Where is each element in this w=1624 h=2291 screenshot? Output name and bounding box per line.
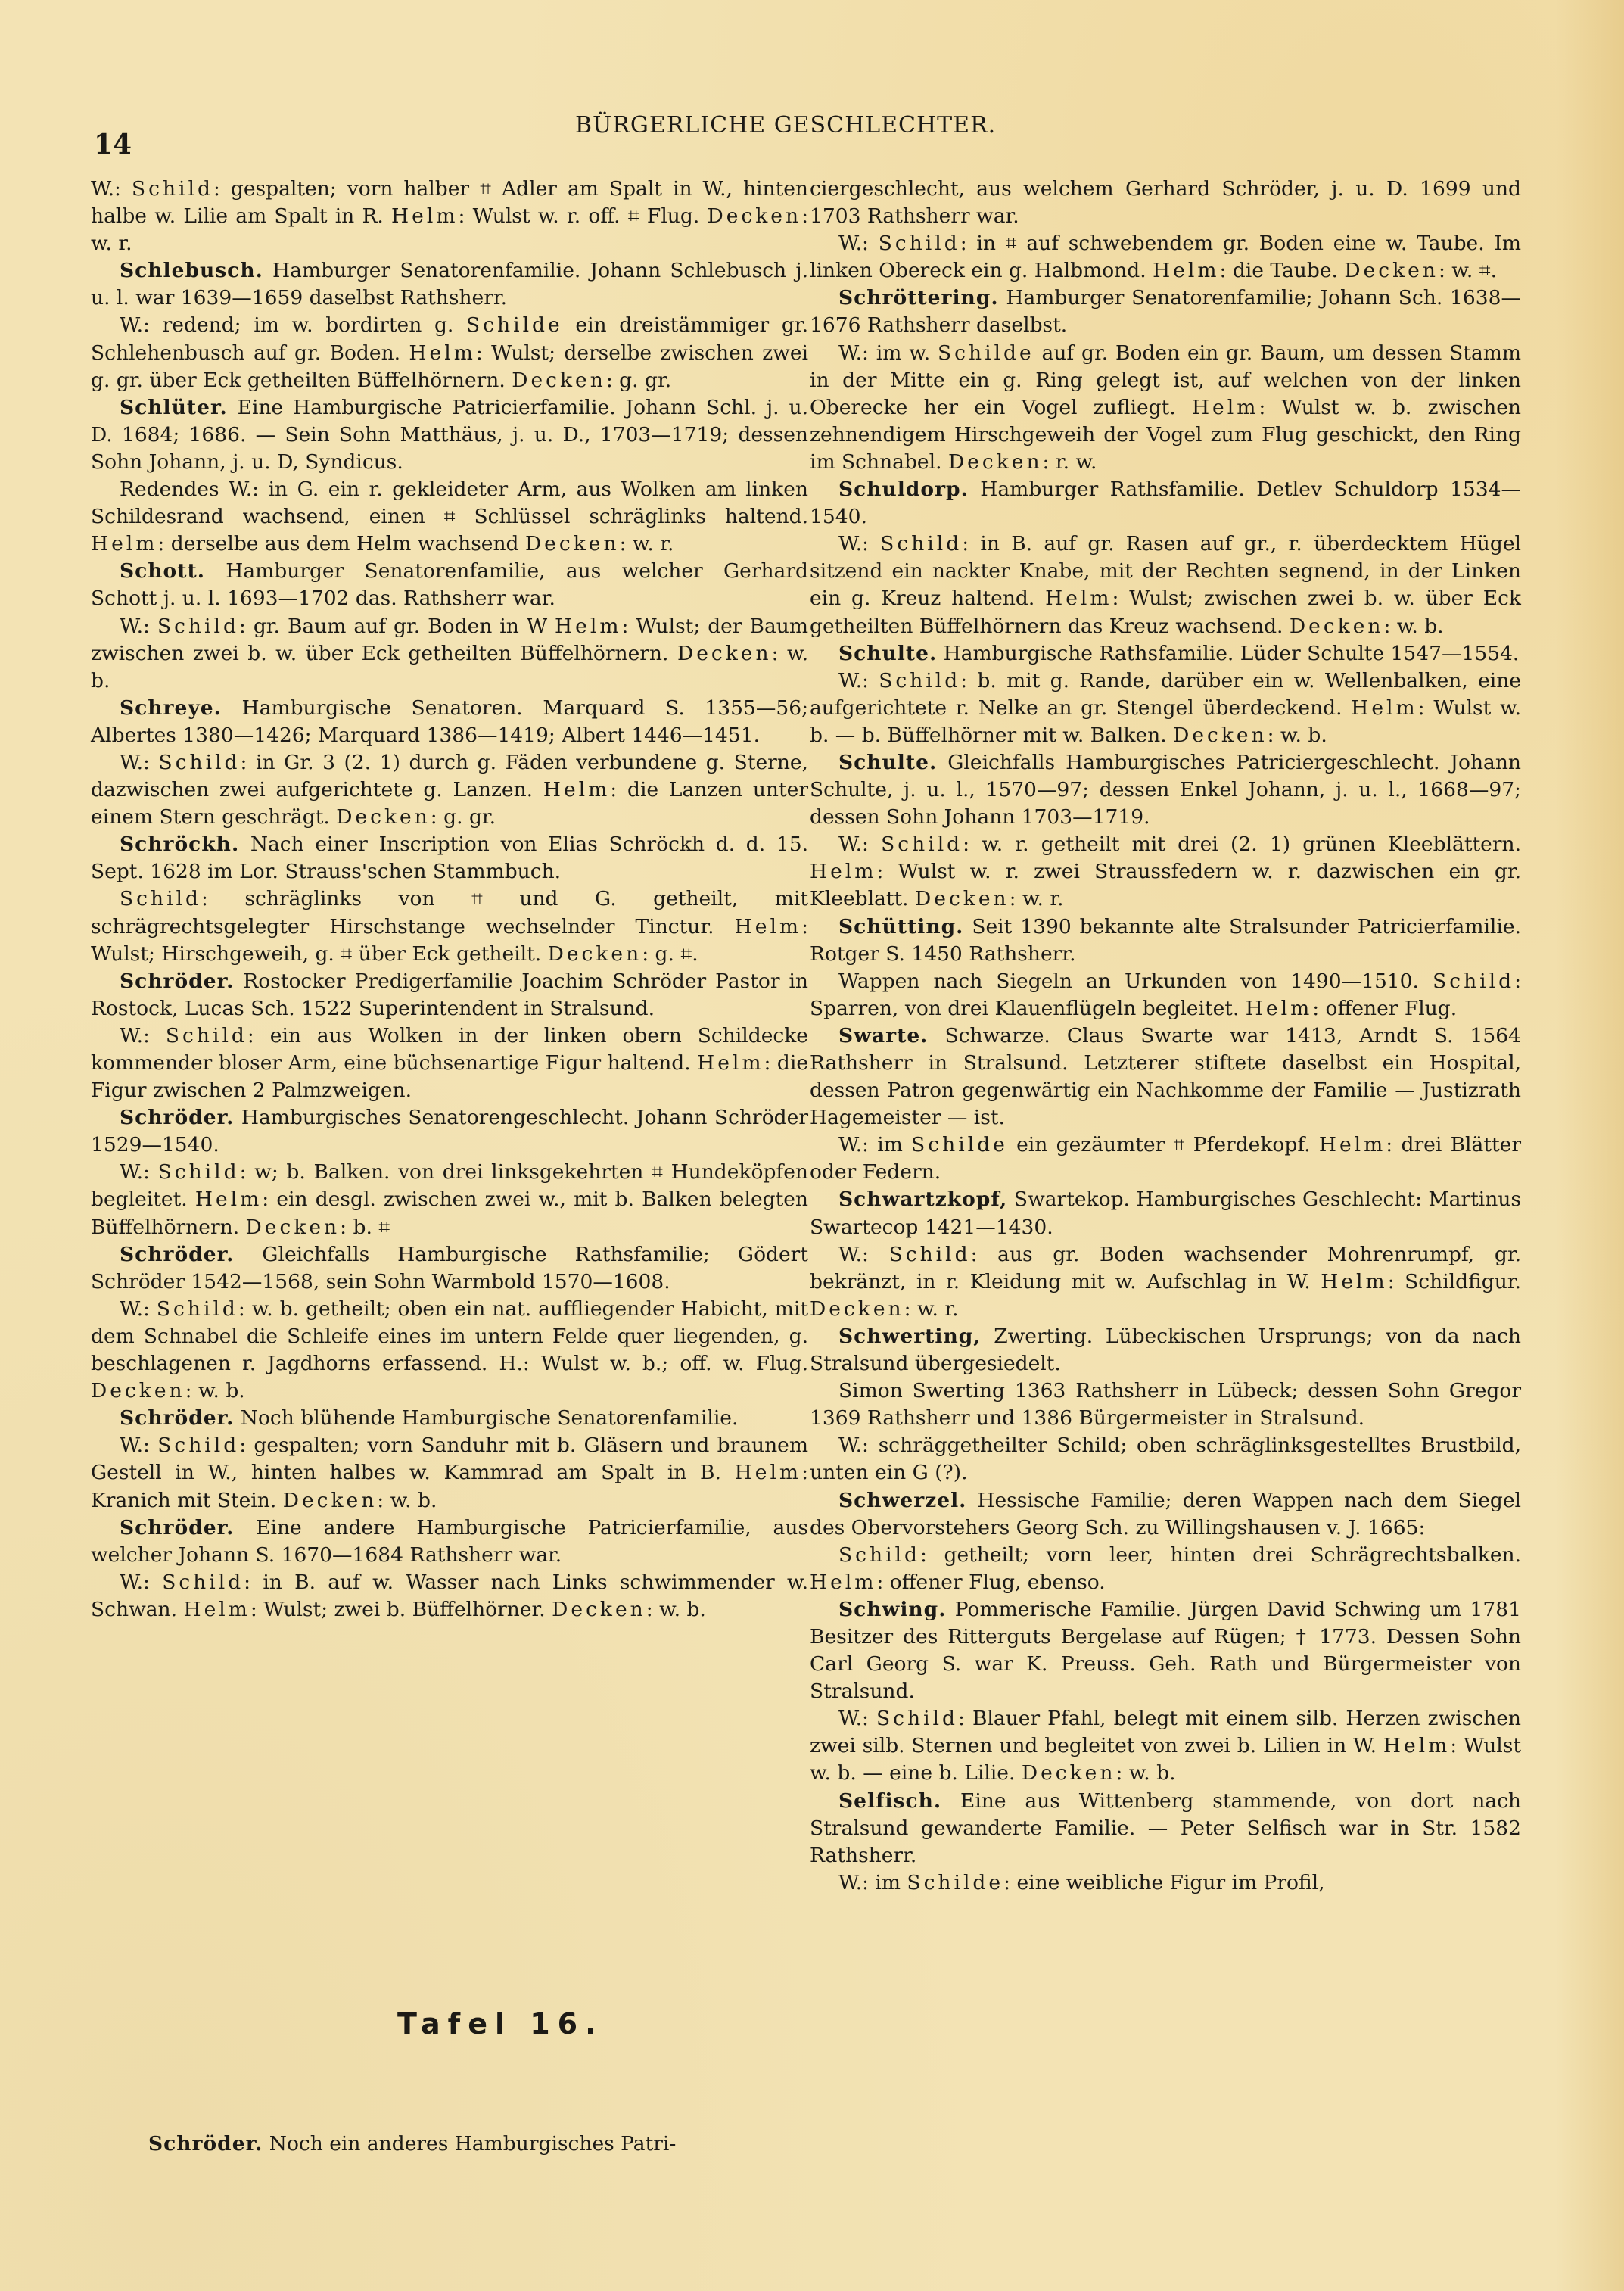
entry-heading: Schröder. bbox=[120, 1515, 235, 1539]
entry-text: : w. r. bbox=[904, 1296, 959, 1321]
entry-paragraph bbox=[91, 613, 808, 695]
entry-text: : w. b. bbox=[377, 1488, 437, 1512]
entry-text: : gespalten; vorn halber ⌗ Adler am Spalt in W., hinten halbe w. Lilie am Spalt in R. bbox=[91, 177, 809, 229]
blazon-keyword: Helm bbox=[1045, 587, 1112, 611]
entry-text: : aus gr. Boden wachsender Mohrenrumpf, gr. bekränzt, in r. Kleidung mit w. Aufschlag in W. bbox=[810, 1242, 1521, 1293]
entry-text: W.: im w. bbox=[838, 341, 938, 365]
entry-paragraph bbox=[810, 914, 1521, 968]
entry-text: W.: bbox=[838, 833, 882, 857]
entry-text: : w; b. Balken. von drei linksgekehrten ⌗ Hundeköpfen begleitet. bbox=[91, 1160, 808, 1212]
entry-text: : g. ⌗. bbox=[642, 942, 698, 966]
blazon-keyword: Schild bbox=[878, 232, 960, 256]
entry-heading: Schröder. bbox=[120, 1106, 235, 1130]
entry-text: : die Lanzen unter einem Stern geschrägt. bbox=[91, 778, 808, 830]
entry-text: Simon Swerting 1363 Rathsherr in Lübeck; dessen Sohn Gregor 1369 Rathsherr und 1386 Bürgermeister in Stralsund. bbox=[810, 1379, 1521, 1430]
entry-paragraph bbox=[91, 1104, 808, 1159]
entry-text: auf gr. Boden ein gr. Baum, um dessen Stamm in der Mitte ein g. Ring gelegt ist, auf welchen von der linken Oberecke her ein Vogel zufliegt. bbox=[810, 341, 1522, 419]
entry-text: : Sparren, von drei Klauenflügeln begleitet. bbox=[810, 969, 1521, 1020]
entry-text: Redendes W.: in G. ein r. gekleideter Arm, aus Wolken am linken Schildesrand wachsend, einen ⌗ Schlüssel schräglinks haltend. bbox=[91, 478, 808, 529]
entry-text: : g. gr. bbox=[430, 805, 496, 830]
blazon-keyword: Helm bbox=[391, 204, 459, 229]
entry-text: : w. r. bbox=[619, 532, 674, 556]
entry-text: Schwarze. Claus Swarte war 1413, Arndt S. 1564 Rathsherr in Stralsund. Letzterer stiftete daselbst ein Hospital, dessen Patron gegenwärtig ein Nachkomme der Familie — Justizrath Hagemeister — ist. bbox=[810, 1023, 1521, 1130]
blazon-keyword: Decken bbox=[282, 1488, 378, 1512]
entry-text: : Wulst w. r. zwei Straussfedern w. r. dazwischen ein gr. Kleeblatt. bbox=[810, 860, 1521, 911]
blazon-keyword: Decken bbox=[1344, 259, 1439, 283]
blazon-keyword: Decken bbox=[91, 1379, 185, 1403]
entry-text: : w. ⌗. bbox=[1438, 259, 1498, 283]
entry-text: Seit 1390 bekannte alte Stralsunder Patricierfamilie. Rotger S. 1450 Rathsherr. bbox=[810, 914, 1521, 966]
entry-text: : b. mit g. Rande, darüber ein w. Wellenbalken, eine aufgerichtete r. Nelke an gr. Stengel überdeckend. bbox=[810, 668, 1521, 720]
entry-paragraph bbox=[91, 558, 808, 612]
entry-text: : eine weibliche Figur im Profil, bbox=[1003, 1870, 1325, 1894]
entry-text: W.: bbox=[91, 177, 132, 201]
entry-paragraph bbox=[91, 1023, 808, 1104]
blazon-keyword: Decken bbox=[707, 204, 802, 229]
blazon-keyword: Schild bbox=[157, 1160, 240, 1184]
blazon-keyword: Schild bbox=[879, 668, 961, 693]
entry-text: : b. ⌗ bbox=[340, 1215, 390, 1239]
entry-text: W.: bbox=[838, 668, 879, 693]
blazon-keyword: Decken bbox=[552, 1597, 646, 1621]
entry-text: Pommerische Familie. Jürgen David Schwing um 1781 Besitzer des Ritterguts Bergelase auf Rügen; † 1773. Dessen Sohn Carl Georg S. war K. Preuss. Geh. Rath und Bürgermeister von Stralsund. bbox=[810, 1597, 1521, 1704]
entry-text: W.: bbox=[120, 1023, 166, 1047]
blazon-keyword: Helm bbox=[1351, 696, 1418, 720]
entry-text: : in B. auf w. Wasser nach Links schwimmender w. Schwan. bbox=[91, 1570, 808, 1621]
blazon-keyword: Schild bbox=[157, 614, 239, 638]
entry-paragraph bbox=[810, 531, 1521, 640]
blazon-keyword: Schilde bbox=[466, 313, 563, 338]
entry-text: ein gezäumter ⌗ Pferdekopf. bbox=[1007, 1133, 1319, 1157]
entry-text: Noch ein anderes Hamburgisches Patri- bbox=[263, 2132, 677, 2156]
entry-text: Hamburger Rathsfamilie. Detlev Schuldorp 1534—1540. bbox=[810, 478, 1521, 529]
entry-heading: Schröder. bbox=[148, 2132, 263, 2156]
entry-text: : getheilt; vorn leer, hinten drei Schrägrechtsbalken. bbox=[919, 1542, 1521, 1567]
running-head: BÜRGERLICHE GESCHLECHTER. bbox=[575, 112, 997, 139]
entry-text: : Wulst; Hirschgeweih, g. ⌗ über Eck getheilt. bbox=[91, 914, 808, 966]
blazon-keyword: Helm bbox=[1318, 1133, 1386, 1157]
plate-title: Tafel 16. bbox=[397, 2007, 604, 2040]
entry-text: : Wulst w. b. — b. Büffelhörner mit w. Balken. bbox=[810, 696, 1522, 747]
blazon-keyword: Schild bbox=[888, 1242, 971, 1266]
entry-text: : w. b. bbox=[1115, 1761, 1176, 1785]
entry-text: Swartekop. Hamburgisches Geschlecht: Martinus Swartecop 1421—1430. bbox=[810, 1188, 1521, 1239]
blazon-keyword: Helm bbox=[543, 778, 611, 802]
entry-paragraph bbox=[91, 257, 808, 312]
entry-text: : die Figur zwischen 2 Palmzweigen. bbox=[91, 1051, 809, 1103]
entry-heading: Schott. bbox=[120, 559, 205, 584]
entry-text: Eine andere Hamburgische Patricierfamilie, aus welcher Johann S. 1670—1684 Rathsherr war. bbox=[91, 1515, 808, 1567]
entry-text: ciergeschlecht, aus welchem Gerhard Schröder, j. u. D. 1699 und 1703 Rathsherr war. bbox=[810, 177, 1521, 229]
blazon-keyword: Helm bbox=[1383, 1734, 1451, 1758]
entry-paragraph bbox=[810, 831, 1521, 913]
blazon-keyword: Schild bbox=[880, 532, 963, 556]
entry-text: : g. gr. bbox=[605, 368, 672, 392]
entry-text: W.: bbox=[120, 1433, 158, 1458]
blazon-keyword: Schild bbox=[158, 750, 241, 774]
entry-heading: Schuldorp. bbox=[838, 478, 969, 502]
entry-paragraph bbox=[91, 695, 808, 749]
entry-heading: Schröttering. bbox=[838, 286, 999, 310]
blazon-keyword: Decken bbox=[547, 942, 642, 966]
entry-text: Hamburgische Senatoren. Marquard S. 1355—56; Albertes 1380—1426; Marquard 1386—1419; Albert 1446—1451. bbox=[91, 696, 808, 747]
entry-text: : Wulst w. r. off. ⌗ Flug. bbox=[458, 204, 708, 229]
blazon-keyword: Helm bbox=[697, 1051, 764, 1075]
entry-text: W.: bbox=[838, 1242, 889, 1266]
entry-text: : gespalten; vorn Sanduhr mit b. Gläsern und braunem Gestell in W., hinten halbes w. Kammrad am Spalt in B. bbox=[91, 1433, 808, 1485]
entry-heading: Schwerting, bbox=[838, 1324, 982, 1348]
entry-text: W.: bbox=[120, 1160, 158, 1184]
entry-text: W.: bbox=[838, 232, 879, 256]
entry-text: Eine aus Wittenberg stammende, von dort nach Stralsund gewanderte Familie. — Peter Selfisch war in Str. 1582 Rathsherr. bbox=[810, 1788, 1521, 1867]
entry-text: : derselbe aus dem Helm wachsend bbox=[157, 532, 525, 556]
right-column bbox=[810, 176, 1521, 1897]
entry-text: : w. b. bbox=[646, 1597, 706, 1621]
entry-text: : w. r. getheilt mit drei (2. 1) grünen Kleeblättern. bbox=[963, 833, 1521, 857]
entry-text: Wappen nach Siegeln an Urkunden von 1490—1510. bbox=[838, 969, 1433, 993]
entry-paragraph bbox=[810, 1542, 1521, 1596]
blazon-keyword: Decken bbox=[810, 1296, 904, 1321]
entry-text: : Wulst; derselbe zwischen zwei g. gr. über Eck getheilten Büffelhörnern. bbox=[91, 341, 808, 392]
entry-paragraph bbox=[810, 968, 1521, 1023]
entry-paragraph bbox=[810, 1788, 1521, 1869]
blazon-keyword: Schilde bbox=[907, 1870, 1004, 1894]
blazon-keyword: Schild bbox=[838, 1542, 920, 1567]
entry-paragraph bbox=[810, 668, 1521, 749]
blazon-keyword: Helm bbox=[1191, 395, 1259, 419]
blazon-keyword: Helm bbox=[810, 1570, 877, 1594]
blazon-keyword: Decken bbox=[245, 1215, 341, 1239]
blazon-keyword: Decken bbox=[947, 450, 1043, 474]
entry-heading: Schwerzel. bbox=[838, 1488, 967, 1512]
entry-paragraph bbox=[91, 1159, 808, 1240]
entry-paragraph bbox=[810, 640, 1521, 668]
blazon-keyword: Helm bbox=[409, 341, 476, 365]
entry-text: : Schildfigur. bbox=[1387, 1269, 1521, 1293]
entry-text: W.: bbox=[120, 1570, 163, 1594]
entry-paragraph bbox=[91, 476, 808, 558]
entry-paragraph bbox=[91, 312, 808, 394]
entry-text: : Wulst w. b. — eine b. Lilie. bbox=[810, 1734, 1521, 1785]
entry-heading: Schröder. bbox=[120, 1406, 235, 1430]
entry-text: Hamburger Senatorenfamilie. Johann Schlebusch j. u. l. war 1639—1659 daselbst Rathsherr. bbox=[91, 259, 808, 310]
blazon-keyword: Helm bbox=[1245, 996, 1313, 1020]
entry-text: : w. b. getheilt; oben ein nat. auffliegender Habicht, mit dem Schnabel die Schleife eines im untern Felde quer liegenden, g. beschlagenen r. Jagdhorns erfassend. H.: Wulst w. b.; off. w. Flug. bbox=[91, 1296, 808, 1376]
blazon-keyword: Schild bbox=[157, 1433, 240, 1458]
blazon-keyword: Schild bbox=[165, 1023, 247, 1047]
entry-text: Nach einer Inscription von Elias Schröckh d. d. 15. Sept. 1628 im Lor. Strauss'schen Stammbuch. bbox=[91, 833, 808, 884]
entry-paragraph bbox=[810, 230, 1521, 285]
entry-text: : Wulst w. b. zwischen zehnendigem Hirschgeweih der Vogel zum Flug geschickt, den Ring im Schnabel. bbox=[810, 395, 1521, 474]
entry-text: W.: redend; im w. bordirten g. bbox=[120, 313, 467, 338]
entry-text: Hamburgisches Senatorengeschlecht. Johann Schröder 1529—1540. bbox=[91, 1106, 808, 1157]
blazon-keyword: Decken bbox=[1173, 723, 1268, 747]
blazon-keyword: Decken bbox=[336, 805, 431, 830]
entry-heading: Selfisch. bbox=[838, 1788, 942, 1813]
blazon-keyword: Schild bbox=[162, 1570, 244, 1594]
entry-paragraph bbox=[91, 1432, 808, 1514]
entry-paragraph bbox=[810, 1323, 1521, 1377]
entry-heading: Schreye. bbox=[120, 696, 222, 720]
entry-paragraph bbox=[91, 1514, 808, 1569]
blazon-keyword: Helm bbox=[1153, 259, 1220, 283]
entry-text: W.: bbox=[120, 1296, 157, 1321]
entry-text: Zwerting. Lübeckischen Ursprungs; von da nach Stralsund übergesiedelt. bbox=[810, 1324, 1521, 1376]
blazon-keyword: Decken bbox=[1021, 1761, 1116, 1785]
entry-text: : in Gr. 3 (2. 1) durch g. Fäden verbundene g. Sterne, dazwischen zwei aufgerichtete g. Lanzen. bbox=[91, 750, 808, 802]
entry-text: : ein desgl. zwischen zwei w., mit b. Balken belegten Büffelhörnern. bbox=[91, 1188, 808, 1239]
entry-text: : drei Blätter oder Federn. bbox=[810, 1133, 1521, 1184]
blazon-keyword: Helm bbox=[183, 1597, 250, 1621]
entry-text: Gleichfalls Hamburgisches Patriciergeschlecht. Johann Schulte, j. u. l., 1570—97; dessen Enkel Johann, j. u. l., 1668—97; dessen Sohn Johann 1703—1719. bbox=[810, 750, 1521, 830]
entry-text: : w. r. bbox=[1009, 887, 1064, 911]
entry-paragraph bbox=[810, 1596, 1521, 1705]
blazon-keyword: Decken bbox=[524, 532, 620, 556]
entry-text: : r. w. bbox=[1042, 450, 1097, 474]
entry-paragraph bbox=[810, 340, 1521, 476]
blazon-keyword: Schilde bbox=[938, 341, 1034, 365]
blazon-keyword: Helm bbox=[810, 860, 877, 884]
entry-heading: Schlüter. bbox=[120, 395, 228, 419]
entry-text: Rostocker Predigerfamilie Joachim Schröder Pastor in Rostock, Lucas Sch. 1522 Superintendent in Stralsund. bbox=[91, 969, 808, 1020]
entry-heading: Schröder. bbox=[120, 1242, 235, 1266]
entry-paragraph bbox=[810, 285, 1521, 339]
entry-text: W.: bbox=[838, 532, 881, 556]
entry-text: : in B. auf gr. Rasen auf gr., r. überdecktem Hügel sitzend ein nackter Knabe, mit der Rechten segnend, in der Linken ein g. Kreuz haltend. bbox=[810, 532, 1521, 611]
entry-paragraph bbox=[91, 1569, 808, 1623]
foot-entry bbox=[148, 2131, 799, 2158]
blazon-keyword: Decken bbox=[677, 641, 772, 665]
entry-text: : w. b. bbox=[185, 1379, 245, 1403]
entry-heading: Schröder. bbox=[120, 969, 235, 993]
entry-paragraph bbox=[91, 831, 808, 886]
entry-text: Hamburgische Rathsfamilie. Lüder Schulte 1547—1554. bbox=[937, 641, 1520, 665]
entry-paragraph bbox=[810, 1186, 1521, 1240]
entry-paragraph bbox=[810, 176, 1521, 230]
entry-text: Noch blühende Hamburgische Senatorenfamilie. bbox=[234, 1406, 739, 1430]
left-column bbox=[91, 176, 808, 1623]
blazon-keyword: Schild bbox=[131, 177, 213, 201]
entry-text: ein dreistämmiger gr. Schlehenbusch auf gr. Boden. bbox=[91, 313, 808, 365]
entry-text: : Blauer Pfahl, belegt mit einem silb. Herzen zwischen zwei silb. Sternen und begleitet von zwei b. Lilien in W. bbox=[810, 1707, 1521, 1758]
entry-paragraph bbox=[810, 1131, 1521, 1186]
entry-text: Hamburger Senatorenfamilie, aus welcher Gerhard Schott j. u. l. 1693—1702 das. Rathsherr war. bbox=[91, 559, 808, 611]
blazon-keyword: Helm bbox=[1321, 1269, 1388, 1293]
blazon-keyword: Helm bbox=[734, 914, 802, 939]
blazon-keyword: Helm bbox=[555, 614, 622, 638]
blazon-keyword: Schild bbox=[881, 833, 963, 857]
entry-text: Gleichfalls Hamburgische Rathsfamilie; Gödert Schröder 1542—1568, sein Sohn Warmbold 1570—1608. bbox=[91, 1242, 808, 1293]
page-number: 14 bbox=[94, 129, 132, 160]
entry-paragraph bbox=[91, 968, 808, 1023]
entry-paragraph bbox=[810, 749, 1521, 831]
entry-text: : Wulst; der Baum zwischen zwei b. w. über Eck getheilten Büffelhörnern. bbox=[91, 614, 808, 665]
entry-paragraph bbox=[810, 1487, 1521, 1542]
entry-paragraph bbox=[810, 476, 1521, 531]
entry-heading: Schulte. bbox=[838, 750, 938, 774]
entry-text: : die Taube. bbox=[1219, 259, 1345, 283]
blazon-keyword: Helm bbox=[91, 532, 158, 556]
entry-paragraph bbox=[91, 1296, 808, 1405]
entry-text: W.: im bbox=[838, 1133, 912, 1157]
entry-heading: Schwing. bbox=[838, 1597, 947, 1621]
entry-text: : ein aus Wolken in der linken obern Schildecke kommender bloser Arm, eine büchsenartige Figur haltend. bbox=[91, 1023, 808, 1075]
entry-text: : w. b. bbox=[1383, 614, 1444, 638]
blazon-keyword: Schild bbox=[120, 887, 201, 911]
entry-paragraph bbox=[91, 394, 808, 476]
entry-text: : offener Flug. bbox=[1312, 996, 1458, 1020]
entry-paragraph bbox=[91, 749, 808, 831]
entry-text: W.: schräggetheilter Schild; oben schräglinksgestelltes Brustbild, unten ein G (?). bbox=[810, 1433, 1521, 1485]
entry-paragraph bbox=[91, 176, 808, 257]
blazon-keyword: Schild bbox=[876, 1707, 958, 1731]
entry-heading: Schütting. bbox=[838, 914, 964, 939]
entry-text: W.: bbox=[838, 1707, 876, 1731]
entry-text: : offener Flug, ebenso. bbox=[876, 1570, 1106, 1594]
entry-text: : w. b. bbox=[1267, 723, 1327, 747]
entry-paragraph bbox=[810, 1705, 1521, 1787]
entry-text: Hessische Familie; deren Wappen nach dem Siegel des Obervorstehers Georg Sch. zu Willingshausen v. J. 1665: bbox=[810, 1488, 1521, 1539]
entry-text: Eine Hamburgische Patricierfamilie. Johann Schl. j. u. D. 1684; 1686. — Sein Sohn Matthäus, j. u. D., 1703—1719; dessen Sohn Johann, j. u. D, Syndicus. bbox=[91, 395, 808, 474]
blazon-keyword: Decken bbox=[512, 368, 606, 392]
entry-text: : w. b. bbox=[91, 641, 808, 693]
blazon-keyword: Decken bbox=[915, 887, 1010, 911]
paper-edge-stain bbox=[1556, 0, 1624, 2291]
blazon-keyword: Helm bbox=[734, 1461, 802, 1485]
entry-text: W.: im bbox=[838, 1870, 907, 1894]
entry-paragraph bbox=[91, 886, 808, 967]
blazon-keyword: Decken bbox=[1289, 614, 1384, 638]
entry-text: : schräglinks von ⌗ und G. getheilt, mit schrägrechtsgelegter Hirschstange wechselnder Tinctur. bbox=[91, 887, 808, 939]
entry-text: : Kranich mit Stein. bbox=[91, 1461, 808, 1512]
entry-text: : Wulst; zwei b. Büffelhörner. bbox=[250, 1597, 552, 1621]
entry-paragraph bbox=[810, 1432, 1521, 1486]
entry-text: : gr. Baum auf gr. Boden in W bbox=[238, 614, 555, 638]
entry-text: : w. r. bbox=[91, 204, 808, 256]
entry-text: : in ⌗ auf schwebendem gr. Boden eine w. Taube. Im linken Obereck ein g. Halbmond. bbox=[810, 232, 1521, 283]
entry-heading: Schlebusch. bbox=[120, 259, 263, 283]
blazon-keyword: Schild bbox=[1433, 969, 1515, 993]
entry-paragraph bbox=[810, 1869, 1521, 1897]
entry-heading: Schulte. bbox=[838, 641, 938, 665]
entry-text: W.: bbox=[120, 750, 159, 774]
entry-heading: Schwartzkopf, bbox=[838, 1188, 1008, 1212]
entry-paragraph bbox=[91, 1241, 808, 1296]
entry-paragraph bbox=[810, 1023, 1521, 1131]
blazon-keyword: Helm bbox=[194, 1188, 263, 1212]
entry-paragraph bbox=[91, 1405, 808, 1432]
entry-heading: Schröckh. bbox=[120, 833, 240, 857]
blazon-keyword: Schilde bbox=[911, 1133, 1008, 1157]
entry-text: W.: bbox=[120, 614, 157, 638]
entry-text: Hamburger Senatorenfamilie; Johann Sch. 1638—1676 Rathsherr daselbst. bbox=[810, 286, 1521, 338]
entry-paragraph bbox=[810, 1241, 1521, 1323]
entry-text: : Wulst; zwischen zwei b. w. über Eck getheilten Büffelhörnern das Kreuz wachsend. bbox=[810, 587, 1521, 638]
blazon-keyword: Schild bbox=[156, 1296, 238, 1321]
entry-heading: Swarte. bbox=[838, 1023, 929, 1047]
entry-paragraph bbox=[810, 1377, 1521, 1432]
